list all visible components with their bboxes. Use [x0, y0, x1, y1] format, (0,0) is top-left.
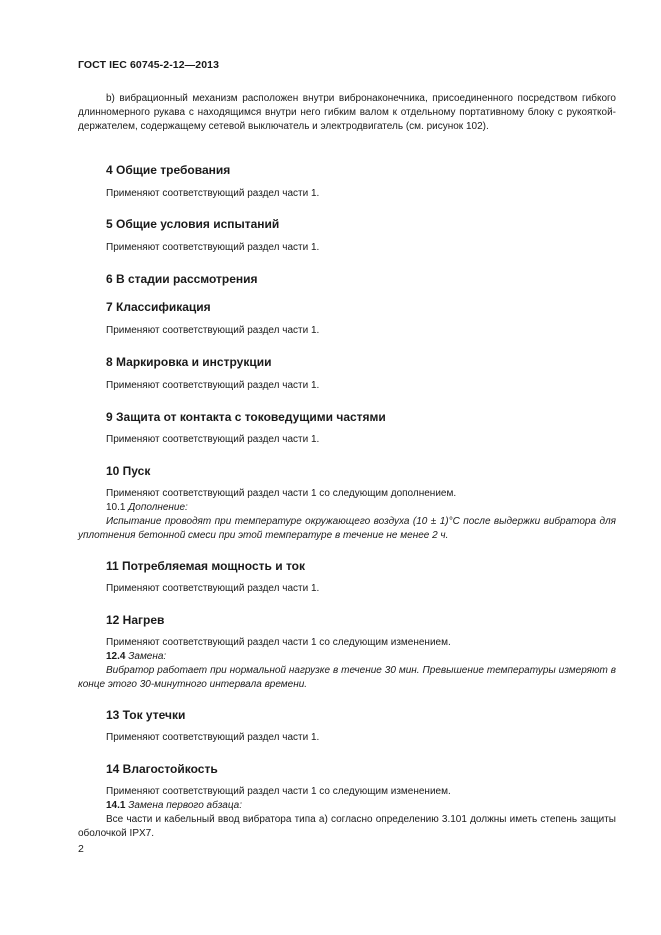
section-14-sub-label: Замена первого абзаца: — [128, 800, 243, 811]
document-header: ГОСТ IEC 60745-2-12—2013 — [78, 59, 220, 71]
intro-paragraph — [78, 92, 616, 134]
section-8-text: Применяют соответствующий раздел части 1. — [106, 380, 320, 391]
section-4-heading: 4 Общие требования — [106, 163, 231, 177]
section-14-sub-label-line — [78, 799, 616, 813]
section-10-body — [78, 487, 616, 543]
section-12-sub-number: 12.4 — [106, 651, 126, 662]
section-11-heading: 11 Потребляемая мощность и ток — [106, 559, 306, 573]
intro-text: b) вибрационный механизм расположен внутри вибронаконечника, присоединенного посредством гибкого длинномерного рукава с находящимся внутри него гибким валом к отдельному портативному блоку с рукояткой-держателем, содержащему сетевой выключатель и электродвигатель (см. рисунок 102). — [78, 93, 616, 132]
section-7-heading: 7 Классификация — [106, 300, 211, 314]
section-13-text: Применяют соответствующий раздел части 1. — [106, 732, 320, 743]
section-6-heading: 6 В стадии рассмотрения — [106, 272, 258, 286]
section-14-heading: 14 Влагостойкость — [106, 762, 218, 776]
section-10-heading: 10 Пуск — [106, 464, 151, 478]
section-10-sub-label-line — [78, 501, 616, 515]
section-11-text: Применяют соответствующий раздел части 1. — [106, 583, 320, 594]
section-5-heading: 5 Общие условия испытаний — [106, 217, 280, 231]
section-10-text: Применяют соответствующий раздел части 1 со следующим дополнением. — [106, 488, 457, 499]
section-9-text: Применяют соответствующий раздел части 1. — [106, 434, 320, 445]
section-10-sub-number: 10.1 — [106, 502, 126, 513]
section-12-sub-label-line — [78, 650, 616, 664]
section-10-sub-label: Дополнение: — [128, 502, 188, 513]
section-12-sub-label: Замена: — [128, 651, 167, 662]
section-7-text: Применяют соответствующий раздел части 1. — [106, 325, 320, 336]
section-12-text: Применяют соответствующий раздел части 1 со следующим изменением. — [106, 637, 451, 648]
section-4-text: Применяют соответствующий раздел части 1. — [106, 188, 320, 199]
section-12-body — [78, 636, 616, 692]
section-14-body — [78, 785, 616, 841]
section-14-sub-text: Все части и кабельный ввод вибратора типа а) согласно определению 3.101 должны иметь степень защиты оболочкой IPX7. — [78, 814, 616, 839]
page-number: 2 — [78, 843, 84, 855]
section-12-heading: 12 Нагрев — [106, 613, 165, 627]
section-12-sub-text: Вибратор работает при нормальной нагрузке в течение 30 мин. Превышение температуры измеряют в конце этого 30-минутного интервала времени. — [78, 665, 616, 690]
section-14-text: Применяют соответствующий раздел части 1 со следующим изменением. — [106, 786, 451, 797]
section-5-text: Применяют соответствующий раздел части 1. — [106, 242, 320, 253]
section-8-heading: 8 Маркировка и инструкции — [106, 355, 272, 369]
section-13-heading: 13 Ток утечки — [106, 708, 186, 722]
section-14-sub-number: 14.1 — [106, 800, 126, 811]
section-10-sub-text: Испытание проводят при температуре окружающего воздуха (10 ± 1)°С после выдержки вибратора для уплотнения бетонной смеси при этой температуре в течение не менее 2 ч. — [78, 516, 616, 541]
section-9-heading: 9 Защита от контакта с токоведущими частями — [106, 410, 386, 424]
